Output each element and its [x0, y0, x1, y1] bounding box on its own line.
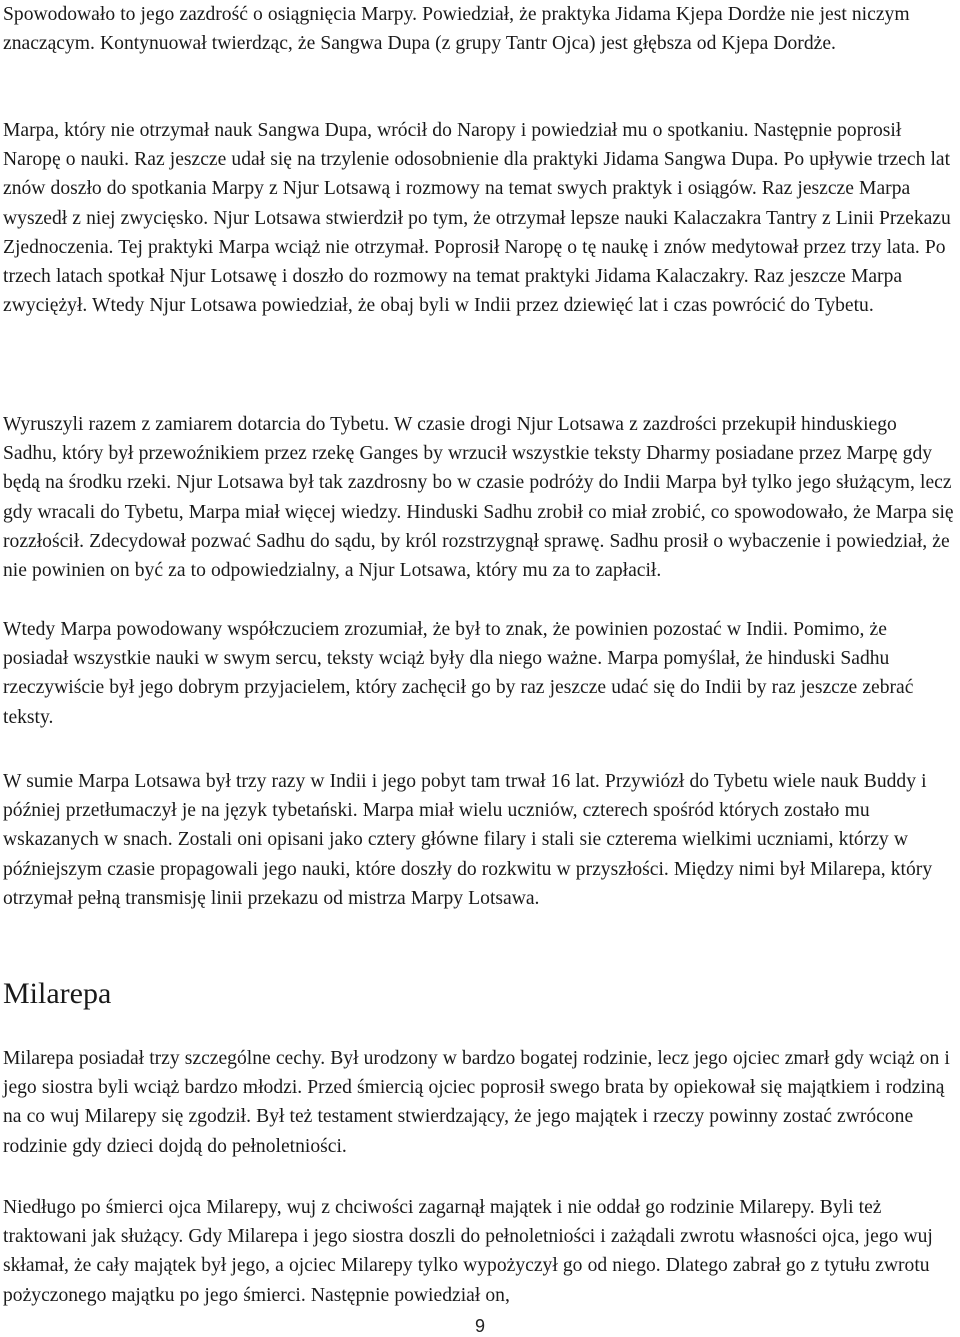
section-heading: Milarepa: [3, 977, 112, 1010]
paragraph-2: Marpa, który nie otrzymał nauk Sangwa Dupa, wrócił do Naropy i powiedział mu o spotkaniu. Następnie poprosił Naropę o nauki. Raz jeszcze udał się na trzylenie odosobnienie dla praktyki Jidama Sangwa Dupa. Po upływie trzech lat znów doszło do spotkania Marpy z Njur Lotsawą i rozmowy na temat swych praktyk i osiągów. Raz jeszcze Marpa wyszedł z niej zwycięsko. Njur Lotsawa stwierdził po tym, że otrzymał lepsze nauki Kalaczakra Tantry z Linii Przekazu Zjednoczenia. Tej praktyki Marpa wciąż nie otrzymał. Poprosił Naropę o tę naukę i znów medytował przez trzy lata. Po trzech latach spotkał Njur Lotsawę i doszło do rozmowy na temat praktyki Jidama Kalaczakry. Raz jeszcze Marpa zwyciężył. Wtedy Njur Lotsawa powiedział, że obaj byli w Indii przez dziewięć lat i czas powrócić do Tybetu.: [3, 120, 951, 317]
paragraph-4: Wtedy Marpa powodowany współczuciem zrozumiał, że był to znak, że powinien pozostać w Indii. Pomimo, że posiadał wszystkie nauki w swym sercu, teksty wciąż były dla niego ważne. Marpa pomyślał, że hinduski Sadhu rzeczywiście był jego dobrym przyjacielem, który zachęcił go by raz jeszcze udać się do Indii by raz jeszcze zebrać teksty.: [3, 619, 914, 728]
page-number: 9: [474, 1316, 485, 1336]
paragraph-1: Spowodowało to jego zazdrość o osiągnięcia Marpy. Powiedział, że praktyka Jidama Kjepa Dordże nie jest niczym znaczącym. Kontynuował twierdząc, że Sangwa Dupa (z grupy Tantr Ojca) jest głębsza od Kjepa Dordże.: [3, 4, 910, 55]
paragraph-7: Niedługo po śmierci ojca Milarepy, wuj z chciwości zagarnął majątek i nie oddał go rodzinie Milarepy. Byli też traktowani jak służący. Gdy Milarepa i jego siostra doszli do pełnoletniości i zażądali zwrotu własności ojca, jego wuj skłamał, że cały majątek był jego, a ojciec Milarepy tylko wypożyczył go od niego. Dlatego zabrał go z tytułu zwrotu pożyczonego majątku po jego śmierci. Następnie powiedział on,: [3, 1197, 933, 1306]
paragraph-6: Milarepa posiadał trzy szczególne cechy. Był urodzony w bardzo bogatej rodzinie, lecz jego ojciec zmarł gdy wciąż on i jego siostra byli wciąż bardzo młodzi. Przed śmiercią ojciec poprosił swego brata by opiekował się majątkiem i rodziną na co wuj Milarepy się zgodził. Był też testament stwierdzający, że jego majątek i rzeczy powinny zostać zwrócone rodzinie gdy dzieci dojdą do pełnoletniości.: [3, 1048, 950, 1157]
paragraph-5: W sumie Marpa Lotsawa był trzy razy w Indii i jego pobyt tam trwał 16 lat. Przywiózł do Tybetu wiele nauk Buddy i później przetłumaczył je na język tybetański. Marpa miał wielu uczniów, czterech spośród których zostało mu wskazanych w snach. Zostali oni opisani jako cztery główne filary i stali sie czterema wielkimi uczniami, którzy w późniejszym czasie propagowali jego nauki, które doszły do rozkwitu w przyszłości. Między nimi był Milarepa, który otrzymał pełną transmisję linii przekazu od mistrza Marpy Lotsawa.: [3, 771, 933, 909]
paragraph-3: Wyruszyli razem z zamiarem dotarcia do Tybetu. W czasie drogi Njur Lotsawa z zazdrości przekupił hinduskiego Sadhu, który był przewoźnikiem przez rzekę Ganges by wrzucił wszystkie teksty Dharmy posiadane przez Marpę gdy będą na środku rzeki. Njur Lotsawa był tak zazdrosny bo w czasie podróży do Indii Marpa był tylko jego służącym, lecz gdy wracali do Tybetu, Marpa miał więcej wiedzy. Hinduski Sadhu zrobił co miał zrobić, co spowodowało, że Marpa się rozzłościł. Zdecydował pozwać Sadhu do sądu, by król rozstrzygnął sprawę. Sadhu prosił o wybaczenie i powiedział, że nie powinien on być za to odpowiedzialny, a Njur Lotsawa, który mu za to zapłacił.: [3, 414, 954, 582]
